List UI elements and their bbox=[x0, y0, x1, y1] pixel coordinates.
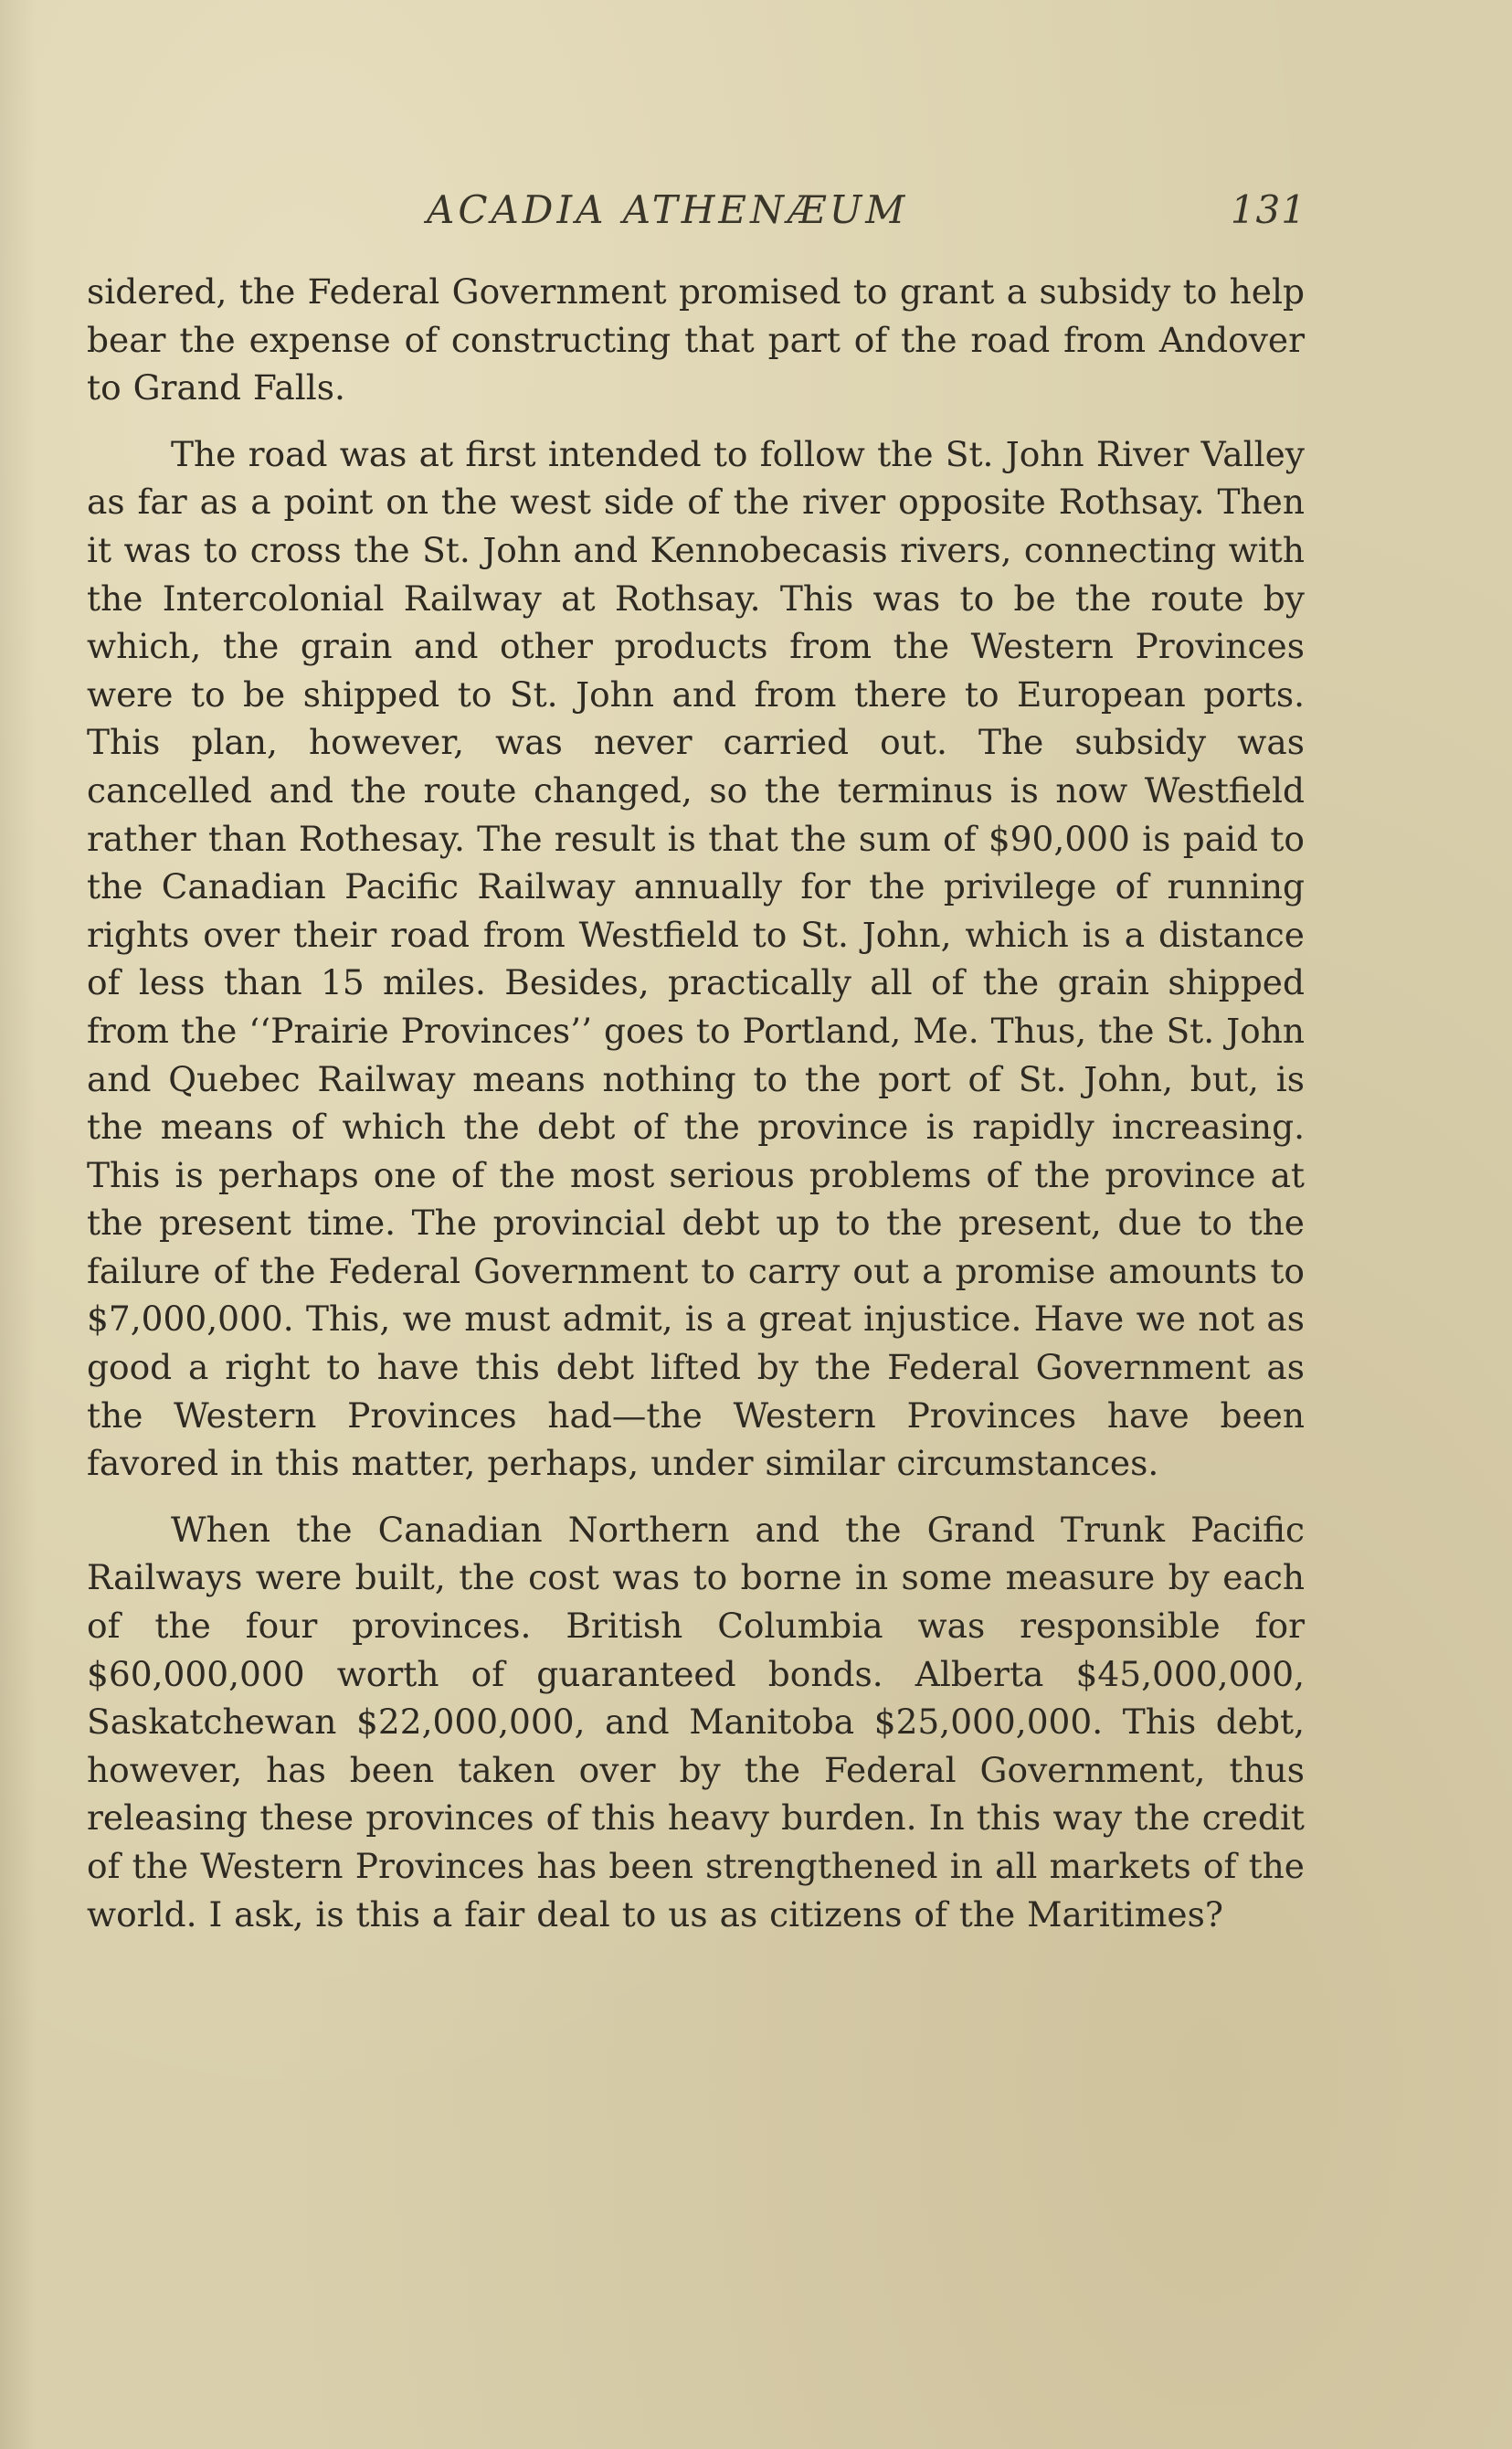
body-text bbox=[87, 268, 1305, 1938]
book-page bbox=[87, 187, 1305, 1956]
paragraph-3: When the Canadian Northern and the Grand Trunk Pacific Railways were built, the cost was to borne in some measure by each of the four provinces. British Columbia was responsible for $60,000,000 worth of guaranteed bonds. Alberta $45,000,000, Saskatchewan $22,000,000, and Manitoba $25,000,000. This debt, however, has been taken over by the Federal Government, thus releasing these provinces of this heavy burden. In this way the credit of the Western Provinces has been strengthened in all markets of the world. I ask, is this a fair deal to us as citizens of the Maritimes? bbox=[87, 1509, 1305, 1935]
page-number: 131 bbox=[1230, 187, 1306, 232]
running-title: ACADIA ATHENÆUM bbox=[427, 187, 909, 232]
running-header bbox=[87, 187, 1305, 242]
paragraph-1: sidered, the Federal Government promised to grant a subsidy to help bear the expense of constructing that part of the road from Andover to Grand Falls. bbox=[87, 271, 1305, 408]
paragraph-2: The road was at first intended to follow the St. John River Valley as far as a point on the west side of the river opposite Rothsay. Then it was to cross the St. John and Kennobecasis rivers, connecting with the Intercolonial Railway at Rothsay. This was to be the route by which, the grain and other products from the Western Provinces were to be shipped to St. John and from there to European ports. This plan, however, was never carried out. The subsidy was cancelled and the route changed, so the terminus is now Westfield rather than Rothesay. The result is that the sum of $90,000 is paid to the Canadian Pacific Railway annually for the privilege of running rights over their road from Westfield to St. John, which is a distance of less than 15 miles. Besides, practically all of the grain shipped from the ‘‘Prairie Provinces’’ goes to Portland, Me. Thus, the St. John and Quebec Railway means nothing to the port of St. John, but, is the means of which the debt of the province is rapidly increasing. This is perhaps one of the most serious problems of the province at the present time. The provincial debt up to the present, due to the failure of the Federal Government to carry out a promise amounts to $7,000,000. This, we must admit, is a great injustice. Have we not as good a right to have this debt lifted by the Federal Government as the Western Provinces had—the Western Provinces have been favored in this matter, perhaps, under similar circumstances. bbox=[87, 433, 1305, 1484]
